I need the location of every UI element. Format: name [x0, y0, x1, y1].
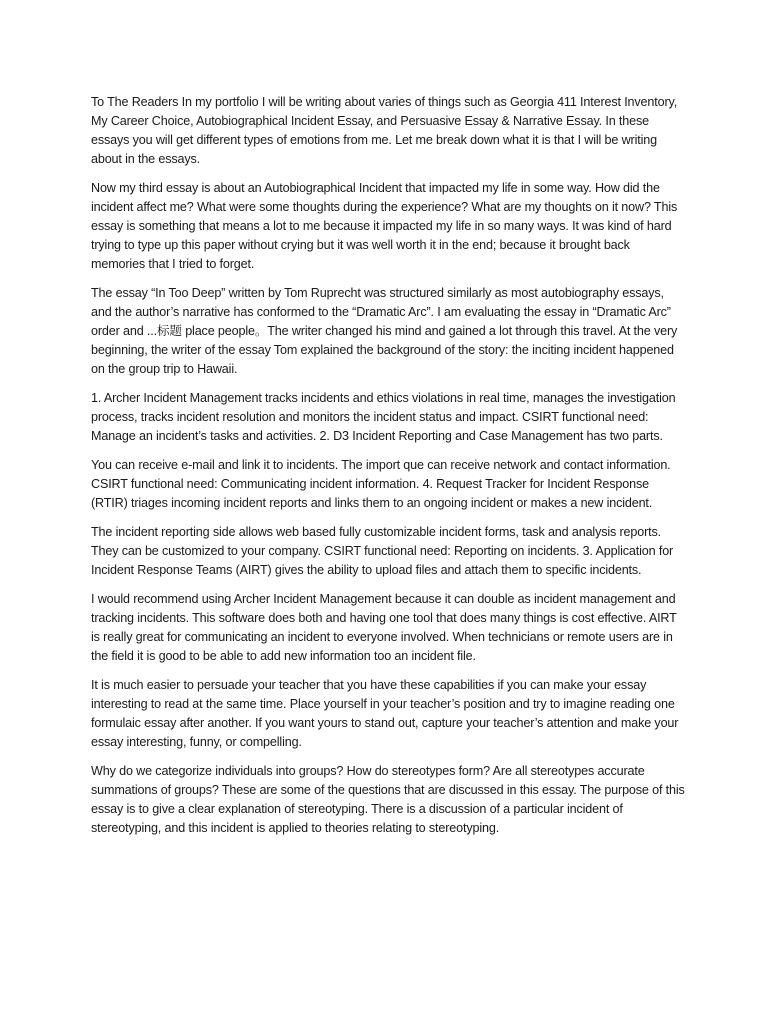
- document-body: [91, 93, 687, 848]
- paragraph-intro: To The Readers In my portfolio I will be writing about varies of things such as Georgia 411 Interest Inventory, My Career Choice, Autobiographical Incident Essay, and Persuasive Essay & Narrative Essay. In these essays you will get different types of emotions from me. Let me break down what it is that I will be writing about in the essays.: [91, 95, 678, 166]
- paragraph-incident-reporting: The incident reporting side allows web based fully customizable incident forms, task and analysis reports. They can be customized to your company. CSIRT functional need: Reporting on incidents. 3. Application for Incident Response Teams (AIRT) gives the ability to upload files and attach them to specific incidents.: [91, 525, 674, 577]
- paragraph-email-incidents: You can receive e-mail and link it to incidents. The import que can receive network and contact information. CSIRT functional need: Communicating incident information. 4. Request Tracker for Incident Response (RTIR) triages incoming incident reports and links them to an ongoing incident or makes a new incident.: [91, 458, 671, 510]
- paragraph-recommendation: I would recommend using Archer Incident Management because it can double as incident management and tracking incidents. This software does both and having one tool that does many things is cost effective. AIRT is really great for communicating an incident to everyone involved. When technicians or remote users are in the field it is good to be able to add new information too an incident file.: [91, 592, 677, 663]
- paragraph-autobiographical-incident: Now my third essay is about an Autobiographical Incident that impacted my life in some way. How did the incident affect me? What were some thoughts during the experience? What are my thoughts on it now? This essay is something that means a lot to me because it impacted my life in so many ways. It was kind of hard trying to type up this paper without crying but it was well worth it in the end; because it brought back memories that I tried to forget.: [91, 181, 678, 271]
- paragraph-persuade-teacher: It is much easier to persuade your teacher that you have these capabilities if you can make your essay interesting to read at the same time. Place yourself in your teacher’s position and try to imagine reading one formulaic essay after another. If you want yours to stand out, capture your teacher’s attention and make your essay interesting, funny, or compelling.: [91, 678, 679, 749]
- paragraph-in-too-deep: The essay “In Too Deep” written by Tom Ruprecht was structured similarly as most autobiography essays, and the author’s narrative has conformed to the “Dramatic Arc”. I am evaluating the essay in “Dramatic Arc” order and ...标题 place people。The writer changed his mind and gained a lot through this travel. At the very beginning, the writer of the essay Tom explained the background of the story: the inciting incident happened on the group trip to Hawaii.: [91, 286, 678, 376]
- paragraph-archer-incident-management: 1. Archer Incident Management tracks incidents and ethics violations in real time, manages the investigation process, tracks incident resolution and monitors the incident status and impact. CSIRT functional need: Manage an incident’s tasks and activities. 2. D3 Incident Reporting and Case Management has two parts.: [91, 391, 676, 443]
- paragraph-stereotypes: Why do we categorize individuals into groups? How do stereotypes form? Are all stereotypes accurate summations of groups? These are some of the questions that are discussed in this essay. The purpose of this essay is to give a clear explanation of stereotyping. There is a discussion of a particular incident of stereotyping, and this incident is applied to theories relating to stereotyping.: [91, 764, 685, 835]
